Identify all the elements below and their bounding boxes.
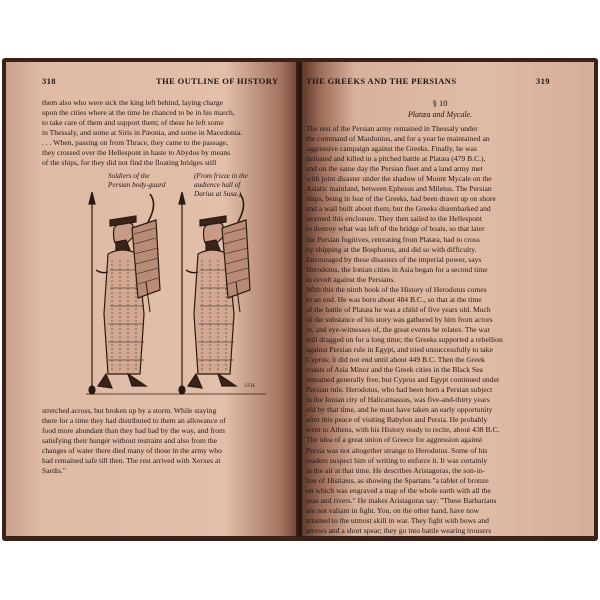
text-line: Persia was not altogether strange to Herodotus. Some of his	[306, 445, 488, 455]
text-line: The rest of the Persian army remained in Thessaly under	[306, 124, 478, 133]
text-line: upon the cities where at the time he chanced to be in his march,	[42, 108, 235, 118]
right-body-text	[306, 124, 558, 536]
right-page	[302, 62, 594, 536]
text-line: there for a time they had distributed to them an allowance of	[42, 416, 226, 426]
text-line: The idea of a great union of Greece for aggression against	[306, 435, 483, 445]
text-line: to an end. He was born about 484 B.C., so that at the time	[306, 294, 482, 304]
section-number: § 10	[432, 98, 448, 108]
left-page	[6, 62, 298, 536]
text-line: changes of water there died many of those in the army who	[42, 446, 222, 456]
text-line: to destroy what was left of the bridge of boats, so that later	[306, 224, 485, 234]
left-page-number: 318	[42, 76, 56, 86]
text-line: defeated and killed in a pitched battle at Platæa (479 B.C.),	[306, 154, 486, 164]
text-line: readers suspect him of writing to enforce it. It was certainly	[306, 455, 488, 465]
text-line: in the Ionian city of Halicarnassus, was five-and-thirty years	[306, 395, 490, 405]
text-line: and a wall built about them; but the Greeks disembarked and	[306, 204, 491, 214]
left-top-text	[42, 98, 298, 168]
text-line: attained to the utmost skill in war. They fight with bows and	[306, 515, 489, 525]
right-page-number: 319	[536, 76, 550, 86]
text-line: with joint disaster under the shadow of Mount Mycale on the	[306, 174, 492, 184]
text-line: Asiatic mainland, between Ephesus and Miletus. The Persian	[306, 184, 492, 194]
text-line: Encouraged by these disasters of the imperial power, says	[306, 254, 482, 264]
text-line: seas and rivers." He makes Aristagoras say: "These Barbarians	[306, 495, 497, 505]
text-line: in the air at that time. He describes Aristagoras, the son-in-	[306, 465, 485, 475]
text-line: With this the ninth book of the History of Herodotus comes	[306, 284, 487, 294]
caption-line: audience hall of	[194, 181, 241, 189]
text-line: Herodotus, the Ionian cities in Asia began for a second time	[306, 264, 488, 274]
text-line: law of Histiæus, as showing the Spartans "a tablet of bronze	[306, 475, 489, 485]
text-line: Persian rule. Herodotus, who had been born a Persian subject	[306, 385, 493, 395]
text-line: still dragged on for a long time; the Greeks supported a rebellion	[306, 334, 503, 344]
text-line: they crossed over the Hellespont in haste to Abydos by means	[42, 148, 231, 158]
text-line: stormed this enclosure. They then sailed to the Hellespont	[306, 214, 482, 224]
left-running-head: THE OUTLINE OF HISTORY	[156, 76, 279, 86]
text-line: in Thessaly, and some at Siris in Pæonia, and some in Macedonia.	[42, 128, 243, 138]
text-line: by shipping at the Bosphorus, and did so with difficulty.	[306, 244, 477, 254]
caption-line: Soldiers of the	[108, 172, 150, 180]
right-running-head: THE GREEKS AND THE PERSIANS	[306, 76, 457, 86]
text-line: Cyprus; it did not end until about 449 B.C. Then the Greek	[306, 355, 485, 365]
section-title: Platæa and Mycale.	[407, 110, 473, 119]
text-line: went to Athens, with his History ready to recite, about 438 B.C.	[306, 425, 500, 435]
text-line: of the battle of Platæa he was a child of five years old. Much	[306, 304, 491, 314]
persian-soldiers-illustration	[86, 170, 276, 400]
text-line: Sardis."	[42, 466, 66, 476]
text-line: had remained safe till then. The rest arrived with Xerxes at	[42, 456, 221, 466]
text-line: arrows and a short spear; they go into battle wearing trousers	[306, 525, 492, 535]
text-line: to take care of them and support them; of these he left some	[42, 118, 224, 128]
text-line: food more abundant than they had had by the way, and from	[42, 426, 225, 436]
caption-line: Darius at Susa.)	[194, 190, 241, 198]
text-line: of the substance of his story was gathered by him from actors	[306, 314, 493, 324]
text-line: aggressive campaign against the Greeks. Finally, he was	[306, 144, 477, 154]
left-bottom-text	[42, 406, 298, 476]
text-line: the command of Mardonius, and for a year he maintained an	[306, 134, 490, 144]
text-line: old by that time, and he must have taken an early opportunity	[306, 405, 493, 415]
text-line: of the ships, for they did not find the floating bridges still	[42, 158, 217, 168]
text-line: are not valiant in fight. You, on the other hand, have now	[306, 505, 480, 515]
text-line: after this peace of visiting Babylon and Persia. He probably	[306, 415, 488, 425]
text-line: against Persian rule in Egypt, and tried unsuccessfully to take	[306, 345, 493, 355]
text-line: . . . When, passing on from Thrace, they came to the passage,	[42, 138, 229, 148]
text-line: on which was engraved a map of the whole earth with all the	[306, 485, 491, 495]
text-line: remained generally free, but Cyprus and Egypt continued under	[306, 375, 500, 385]
caption-line: (From frieze in the	[194, 172, 248, 180]
text-line: in, and eye-witnesses of, the great events he relates. The war	[306, 324, 490, 334]
text-line: stretched across, but broken up by a storm. While staying	[42, 406, 217, 415]
text-line: satisfying their hunger without restraint and also from the	[42, 436, 218, 446]
text-line: them also who were sick the king left behind, laying charge	[42, 98, 224, 107]
artist-initials: J.F.H.	[244, 384, 256, 389]
text-line: coasts of Asia Minor and the Greek cities in the Black Sea	[306, 365, 483, 375]
text-line: ships, being in fear of the Greeks, had been drawn up on shore	[306, 194, 496, 204]
text-line: and on the same day the Persian fleet and a land army met	[306, 164, 483, 174]
text-line: the Persian fugitives, retreating from Platæa, had to cross	[306, 234, 480, 244]
caption-line: Persian body-guard	[108, 181, 166, 189]
text-line: to revolt against the Persians.	[306, 274, 396, 284]
